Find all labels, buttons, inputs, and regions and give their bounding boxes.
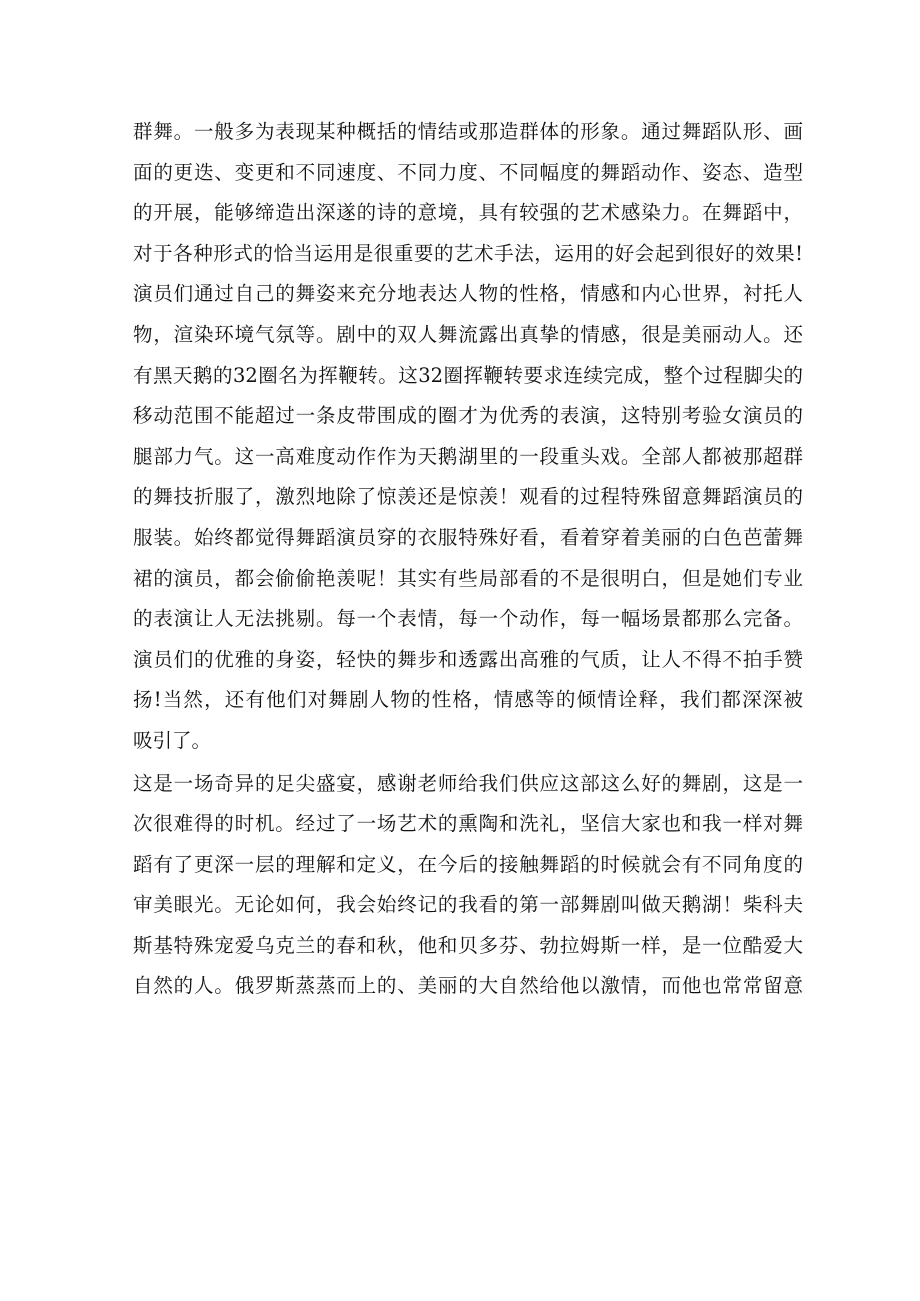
text-line: 自然的人。俄罗斯蒸蒸而上的、美丽的大自然给他以激情，而他也常常留意 xyxy=(133,974,803,998)
text-line: 这是一场奇异的足尖盛宴，感谢老师给我们供应这部这么好的舞剧，这是一 xyxy=(133,771,803,795)
paragraph xyxy=(133,764,803,1008)
text-line: 扬!当然，还有他们对舞剧人物的性格，情感等的倾情诠释，我们都深深被 xyxy=(133,688,803,712)
text-line: 移动范围不能超过一条皮带围成的圈才为优秀的表演，这特别考验女演员的 xyxy=(133,404,803,428)
text-line: 演员们的优雅的身姿，轻快的舞步和透露出高雅的气质，让人不得不拍手赞 xyxy=(133,647,803,671)
text-line: 审美眼光。无论如何，我会始终记的我看的第一部舞剧叫做天鹅湖！柴科夫 xyxy=(133,893,803,917)
text-line: 吸引了。 xyxy=(133,728,212,752)
text-line: 群舞。一般多为表现某种概括的情结或那造群体的形象。通过舞蹈队形、画 xyxy=(133,120,803,143)
paragraph xyxy=(133,112,803,762)
text-line: 裙的演员，都会偷偷艳羡呢！其实有些局部看的不是很明白，但是她们专业 xyxy=(133,566,803,590)
text-line: 腿部力气。这一高难度动作作为天鹅湖里的一段重头戏。全部人都被那超群 xyxy=(133,444,803,468)
text-line: 蹈有了更深一层的理解和定义，在今后的接触舞蹈的时候就会有不同角度的 xyxy=(133,852,803,876)
text-line: 次很难得的时机。经过了一场艺术的熏陶和洗礼，坚信大家也和我一样对舞 xyxy=(133,812,803,836)
text-line: 服装。始终都觉得舞蹈演员穿的衣服特殊好看，看着穿着美丽的白色芭蕾舞 xyxy=(133,525,803,549)
text-line: 有黑天鹅的32圈名为挥鞭转。这32圈挥鞭转要求连续完成，整个过程脚尖的 xyxy=(133,363,803,387)
text-line: 对于各种形式的恰当运用是很重要的艺术手法，运用的好会起到很好的效果! xyxy=(133,241,803,265)
text-line: 物，渲染环境气氛等。剧中的双人舞流露出真挚的情感，很是美丽动人。还 xyxy=(133,322,803,346)
text-line: 面的更迭、变更和不同速度、不同力度、不同幅度的舞蹈动作、姿态、造型 xyxy=(133,160,803,184)
text-line: 演员们通过自己的舞姿来充分地表达人物的性格，情感和内心世界，衬托人 xyxy=(133,282,803,306)
text-line: 的开展，能够缔造出深遂的诗的意境，具有较强的艺术感染力。在舞蹈中， xyxy=(133,201,803,225)
text-line: 的舞技折服了，激烈地除了惊羡还是惊羡！观看的过程特殊留意舞蹈演员的 xyxy=(133,485,803,509)
text-line: 的表演让人无法挑剔。每一个表情，每一个动作，每一幅场景都那么完备。 xyxy=(133,607,803,631)
document-body xyxy=(133,112,803,1007)
text-line: 斯基特殊宠爱乌克兰的春和秋，他和贝多芬、勃拉姆斯一样，是一位酷爱大 xyxy=(133,933,803,957)
